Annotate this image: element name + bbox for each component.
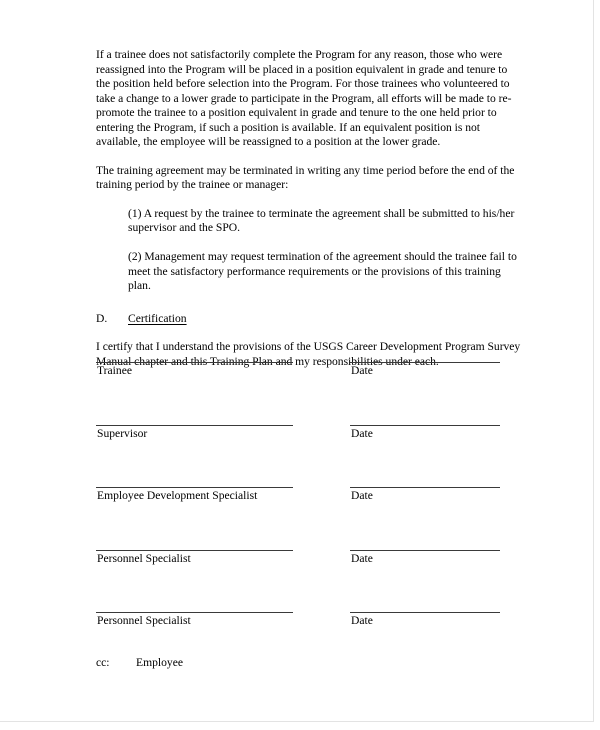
signature-line-personnel-specialist-2[interactable] bbox=[96, 612, 293, 613]
signature-label-personnel-specialist-1: Personnel Specialist bbox=[97, 551, 191, 565]
termination-item-2-text: (2) Management may request termination of the agreement should the trainee fail to meet the satisfactory performance requirements or the provisions of this training plan. bbox=[128, 250, 517, 293]
signature-line-trainee[interactable] bbox=[96, 362, 293, 363]
certification-heading bbox=[96, 312, 524, 327]
date-line-personnel-specialist-2[interactable] bbox=[350, 612, 500, 613]
date-label-personnel-specialist-2: Date bbox=[351, 614, 373, 627]
paragraph-termination-intro: The training agreement may be terminated in writing any time period before the end of the training period by the trainee or manager: bbox=[96, 163, 515, 192]
certification-statement: I certify that I understand the provisions of the USGS Career Development Program Survey Manual chapter and this Training Plan and my responsibilities under each. bbox=[96, 340, 521, 368]
cc-line bbox=[96, 656, 183, 671]
date-label-supervisor: Date bbox=[351, 426, 373, 440]
signature-label-employee-development-specialist: Employee Development Specialist bbox=[97, 489, 258, 502]
signature-block-employee-development-specialist bbox=[96, 487, 524, 550]
date-line-supervisor[interactable] bbox=[350, 425, 500, 426]
signature-label-supervisor: Supervisor bbox=[97, 426, 148, 440]
signature-area bbox=[96, 362, 524, 675]
signature-label-trainee: Trainee bbox=[97, 364, 132, 377]
certification-section-letter: D. bbox=[96, 311, 108, 325]
signature-block-personnel-specialist-1 bbox=[96, 550, 524, 613]
signature-block-supervisor bbox=[96, 425, 524, 488]
signature-line-supervisor[interactable] bbox=[96, 425, 293, 426]
date-label-personnel-specialist-1: Date bbox=[351, 551, 373, 565]
signature-block-trainee bbox=[96, 362, 524, 425]
certification-section-title: Certification bbox=[128, 311, 187, 325]
date-line-employee-development-specialist[interactable] bbox=[350, 487, 500, 488]
termination-item-2 bbox=[128, 250, 524, 294]
termination-item-1-text: (1) A request by the trainee to terminate the agreement shall be submitted to his/her supervisor and the SPO. bbox=[128, 206, 515, 235]
cc-value: Employee bbox=[136, 656, 184, 669]
signature-line-employee-development-specialist[interactable] bbox=[96, 487, 293, 488]
date-line-personnel-specialist-1[interactable] bbox=[350, 550, 500, 551]
date-label-employee-development-specialist: Date bbox=[351, 489, 373, 502]
date-label-trainee: Date bbox=[351, 364, 373, 377]
cc-key: cc: bbox=[96, 656, 110, 669]
termination-item-1 bbox=[128, 207, 524, 236]
signature-line-personnel-specialist-1[interactable] bbox=[96, 550, 293, 551]
paragraph-reassignment: If a trainee does not satisfactorily complete the Program for any reason, those who were reassigned into the Program will be placed in a position equivalent in grade and tenure to the position held before selection into the Program. For those trainees who volunteered to take a change to a lower grade to participate in the Program, all efforts will be made to re-promote the trainee to a position equivalent in grade and tenure to the one held prior to entering the Program, if such a position is available. If an equivalent position is not available, the employee will be reassigned to a position at the lower grade. bbox=[96, 48, 512, 149]
signature-label-personnel-specialist-2: Personnel Specialist bbox=[97, 614, 191, 627]
date-line-trainee[interactable] bbox=[350, 362, 500, 363]
document-body bbox=[96, 48, 524, 369]
